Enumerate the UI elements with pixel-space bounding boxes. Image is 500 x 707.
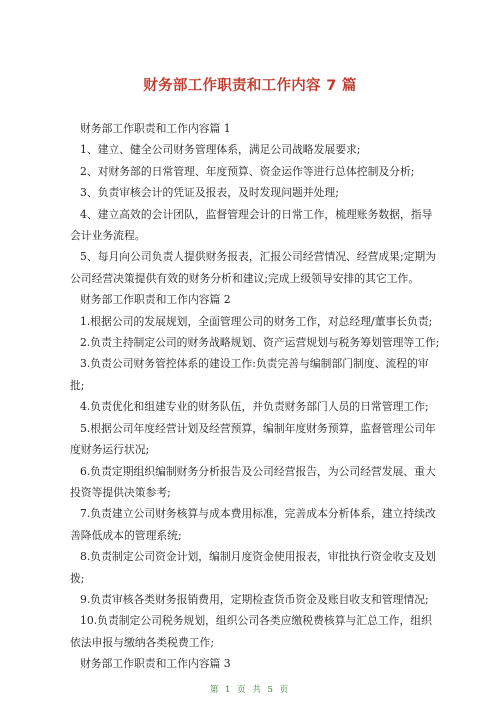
section-heading-2: 财务部工作职责和工作内容篇 2	[80, 293, 231, 307]
section1-item-4: 4、建立高效的会计团队，监督管理会计的日常工作，梳理账务数据，指导会计业务流程。	[70, 207, 433, 243]
document-body	[70, 118, 442, 675]
section2-item-6: 6.负责定期组织编制财务分析报告及公司经营报告，为公司经营发展、重大投资等提供决策参考;	[70, 464, 436, 499]
section1-item-3: 3、负责审核会计的凭证及报表，及时发现问题并处理;	[80, 186, 339, 200]
section1-item-2: 2、对财务部的日常管理、年度预算、资金运作等进行总体控制及分析;	[80, 164, 415, 178]
section2-item-10: 10.负责制定公司税务规划，组织公司各类应缴税费核算与汇总工作，组织依法申报与缴纳各类税费工作;	[70, 614, 432, 649]
section-heading-1: 财务部工作职责和工作内容篇 1	[80, 122, 231, 135]
section2-item-7: 7.负责建立公司财务核算与成本费用标准，完善成本分析体系，建立持续改善降低成本的管理系统;	[70, 507, 436, 542]
section2-item-1: 1.根据公司的发展规划，全面管理公司的财务工作，对总经理/董事长负责;	[80, 314, 433, 328]
section2-item-3: 3.负责公司财务管控体系的建设工作:负责完善与编制部门制度、流程的审批;	[70, 357, 429, 392]
section2-item-9: 9.负责审核各类财务报销费用，定期检查货币资金及账目收支和管理情况;	[80, 592, 429, 606]
section1-item-5: 5、每月向公司负责人提供财务报表，汇报公司经营情况、经营成果;定期为公司经营决策提供有效的财务分析和建议;完成上级领导安排的其它工作。	[70, 250, 437, 285]
page-number-footer: 第 1 页 共 5 页	[209, 685, 291, 695]
section2-item-8: 8.负责制定公司资金计划，编制月度资金使用报表，审批执行资金收支及划拨;	[70, 550, 436, 585]
section2-item-4: 4.负责优化和组建专业的财务队伍，并负责财务部门人员的日常管理工作;	[80, 400, 429, 414]
section1-item-1: 1、建立、健全公司财务管理体系，满足公司战略发展要求;	[80, 143, 361, 157]
section-heading-3: 财务部工作职责和工作内容篇 3	[80, 657, 231, 671]
section2-item-5: 5.根据公司年度经营计划及经营预算，编制年度财务预算，监督管理公司年度财务运行状况;	[70, 421, 436, 457]
section2-item-2: 2.负责主持制定公司的财务战略规划、资产运营规划与税务筹划管理等工作;	[80, 336, 440, 350]
document-title: 财务部工作职责和工作内容 7 篇	[143, 78, 357, 94]
